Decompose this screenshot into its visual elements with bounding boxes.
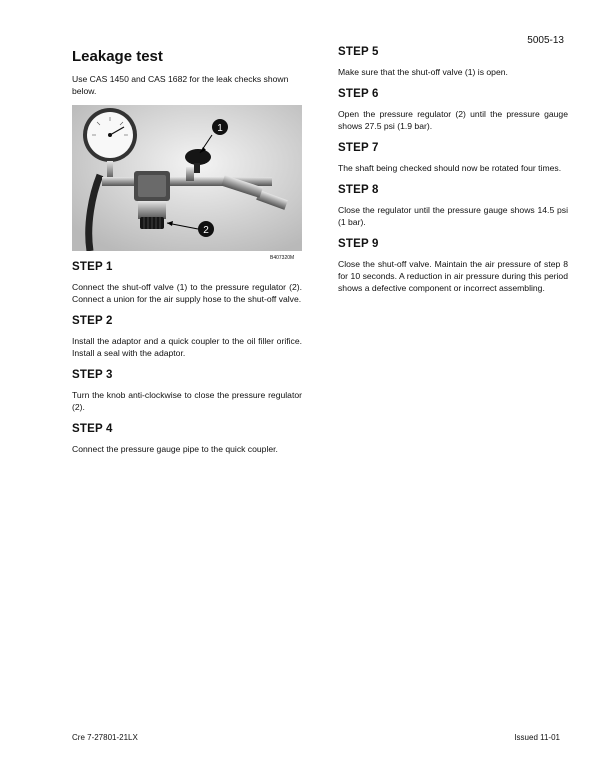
step-heading: STEP 4 — [72, 423, 113, 435]
step-text: Connect the pressure gauge pipe to the quick coupler. — [72, 444, 278, 454]
step-heading: STEP 7 — [338, 142, 379, 154]
step-1 — [72, 261, 302, 305]
step-2 — [72, 315, 302, 359]
step-text: Turn the knob anti-clockwise to close the pressure regulator (2). — [72, 390, 302, 412]
step-text: Install the adaptor and a quick coupler to the oil filler orifice. Install a seal with the adaptor. — [72, 336, 302, 358]
figure-code: B407320M — [270, 255, 295, 261]
step-text: Close the regulator until the pressure gauge shows 14.5 psi (1 bar). — [338, 205, 568, 227]
intro-text: Use CAS 1450 and CAS 1682 for the leak checks shown below. — [72, 74, 289, 96]
step-heading: STEP 2 — [72, 315, 113, 327]
callout-2: 2 — [203, 225, 209, 236]
footer-document-code: Cre 7-27801-21LX — [72, 733, 138, 742]
step-7 — [338, 142, 568, 174]
step-4 — [72, 423, 302, 455]
step-text: Make sure that the shut-off valve (1) is open. — [338, 67, 508, 77]
callout-1: 1 — [217, 123, 223, 134]
step-heading: STEP 1 — [72, 261, 113, 273]
step-heading: STEP 6 — [338, 88, 379, 100]
leak-test-figure — [72, 105, 302, 261]
left-column — [72, 46, 302, 465]
step-3 — [72, 369, 302, 413]
footer-issue-date: Issued 11-01 — [514, 733, 560, 742]
section-title: Leakage test — [72, 48, 163, 65]
step-heading: STEP 9 — [338, 238, 379, 250]
step-6 — [338, 88, 568, 132]
step-heading: STEP 8 — [338, 184, 379, 196]
step-heading: STEP 5 — [338, 46, 379, 58]
right-column — [338, 46, 568, 304]
step-8 — [338, 184, 568, 228]
step-text: Open the pressure regulator (2) until the pressure gauge shows 27.5 psi (1.9 bar). — [338, 109, 568, 131]
step-9 — [338, 238, 568, 294]
step-text: The shaft being checked should now be rotated four times. — [338, 163, 562, 173]
step-heading: STEP 3 — [72, 369, 113, 381]
step-text: Connect the shut-off valve (1) to the pressure regulator (2). Connect a union for the air supply hose to the shut-off valve. — [72, 282, 302, 304]
step-text: Close the shut-off valve. Maintain the air pressure of step 8 for 10 seconds. A reduction in air pressure during this period shows a defective component or incorrect assembling. — [338, 259, 568, 293]
page-number: 5005-13 — [527, 35, 564, 46]
step-5 — [338, 46, 568, 78]
figure-photo — [72, 105, 302, 251]
